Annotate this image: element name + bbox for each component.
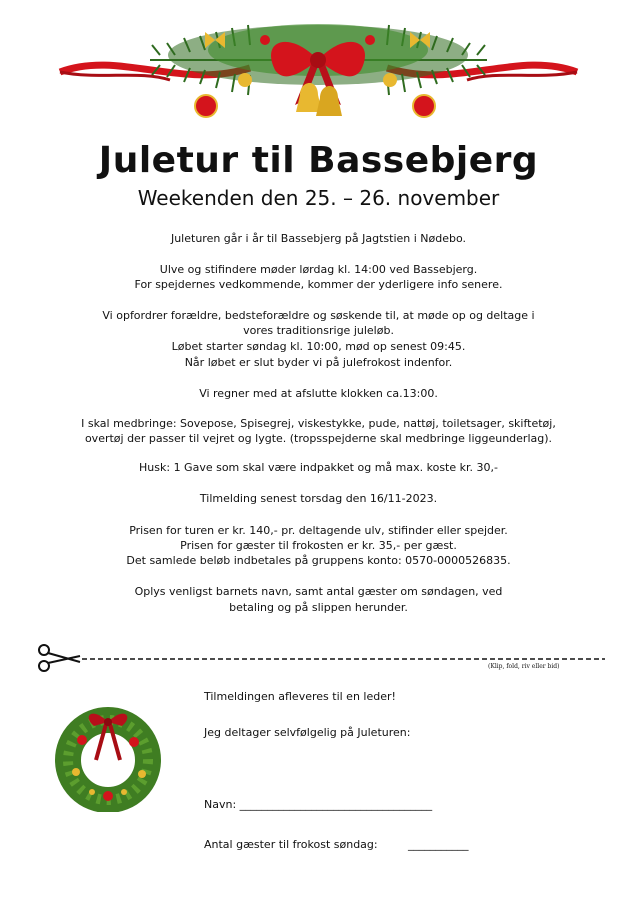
body-text-line: Vi regner med at afslutte klokken ca.13:00. [199,387,438,400]
body-text-line: Prisen for turen er kr. 140,- pr. deltagende ulv, stifinder eller spejder. [129,524,508,537]
body-text-line: Det samlede beløb indbetales på gruppens konto: 0570-0000526835. [126,554,511,567]
slip-instruction: Tilmeldingen afleveres til en leder! [204,690,396,703]
scissors-icon [39,645,80,671]
guests-field[interactable]: ___________ [408,838,469,851]
cut-hint: (Klip, fold, riv eller bid) [488,663,560,670]
page-title: Juletur til Bassebjerg [98,140,539,181]
body-text-line: Oplys venligst barnets navn, samt antal gæster om søndagen, ved [134,585,503,598]
body-text-line: Tilmelding senest torsdag den 16/11-2023. [199,492,438,505]
body-text-line: Løbet starter søndag kl. 10:00, mød op senest 09:45. [171,340,466,353]
page-subtitle: Weekenden den 25. – 26. november [137,186,500,210]
christmas-garland-decoration [0,0,637,140]
body-text-line: For spejdernes vedkommende, kommer der yderligere info senere. [134,278,503,291]
name-field[interactable]: Navn: ___________________________________ [204,798,433,811]
body-text-line: Juleturen går i år til Bassebjerg på Jagtstien i Nødebo. [170,232,467,245]
body-text-line: Når løbet er slut byder vi på julefrokost indenfor. [184,356,453,369]
body-text-line: Husk: 1 Gave som skal være indpakket og må max. koste kr. 30,- [139,461,498,474]
slip-participation: Jeg deltager selvfølgelig på Juleturen: [204,726,411,739]
body-text-line: Vi opfordrer forældre, bedsteforældre og søskende til, at møde op og deltage i [102,309,535,322]
body-text-line: Ulve og stifindere møder lørdag kl. 14:00 ved Bassebjerg. [159,263,478,276]
cut-line [30,640,610,680]
body-text-line: overtøj der passer til vejret og lygte. (tropsspejderne skal medbringe liggeunderlag). [84,432,553,445]
body-text-line: betaling og på slippen herunder. [229,601,408,614]
body-text-line: I skal medbringe: Sovepose, Spisegrej, viskestykke, pude, nattøj, toiletsager, skiftetøj, [81,417,556,430]
body-text-line: vores traditionsrige juleløb. [243,324,394,337]
guests-label: Antal gæster til frokost søndag: [204,838,378,851]
christmas-wreath-decoration [52,700,164,812]
body-text-line: Prisen for gæster til frokosten er kr. 35,- per gæst. [180,539,457,552]
